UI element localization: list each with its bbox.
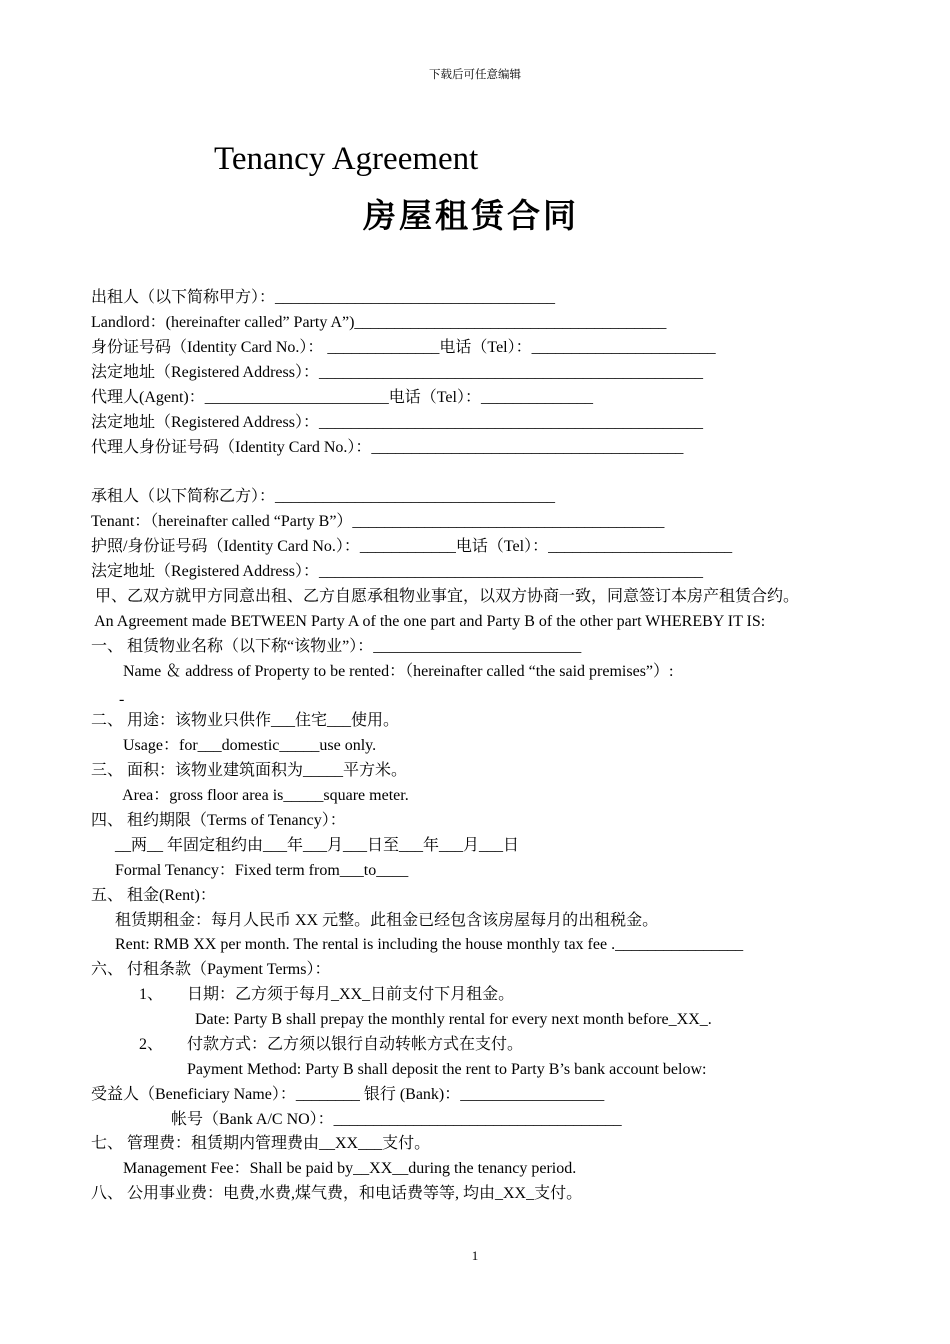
agent-line: 代理人(Agent)：_______________________电话（Tel）：______________ — [91, 389, 593, 406]
landlord-cn-line: 出租人（以下简称甲方）：___________________________________ — [91, 289, 556, 306]
landlord-address-line: 法定地址（Registered Address）：________________________________________________ — [91, 364, 703, 381]
clause-3-title: 三、 面积：该物业建筑面积为_____平方米。 — [91, 762, 408, 779]
bank-account-line: 帐号（Bank A/C NO）：____________________________________ — [91, 1111, 622, 1128]
clause-5-cn: 租赁期租金：每月人民币 XX 元整。此租金已经包含该房屋每月的出租税金。 — [91, 912, 659, 929]
clause-7-title: 七、 管理费：租赁期内管理费由__XX___支付。 — [91, 1135, 431, 1152]
clause-2-title: 二、 用途：该物业只供作___住宅___使用。 — [91, 712, 400, 729]
landlord-id-line: 身份证号码（Identity Card No.）： ______________电话（Tel）：_______________________ — [91, 339, 716, 356]
clause-8-title: 八、 公用事业费：电费,水费,煤气费，和电话费等等, 均由_XX_支付。 — [91, 1185, 583, 1202]
tenant-id-line: 护照/身份证号码（Identity Card No.）：____________电话（Tel）：_______________________ — [91, 538, 733, 555]
clause-4-en: Formal Tenancy：Fixed term from___to____ — [91, 862, 409, 879]
clause-1-title: 一、 租赁物业名称（以下称“该物业”）：__________________________ — [91, 638, 582, 655]
clause-6-item-1-cn: 1、 日期：乙方须于每月_XX_日前支付下月租金。 — [91, 986, 515, 1003]
clause-6-item-2-cn: 2、 付款方式：乙方须以银行自动转帐方式在支付。 — [91, 1036, 524, 1053]
agreement-cn-line: 甲、乙双方就甲方同意出租、乙方自愿承租物业事宜，以双方协商一致，同意签订本房产租赁合约。 — [91, 588, 800, 605]
page-number: 1 — [471, 1248, 479, 1263]
clause-6-title: 六、 付租条款（Payment Terms）： — [91, 961, 331, 978]
tenant-en-line: Tenant：（hereinafter called “Party B”）_______________________________________ — [91, 513, 665, 530]
header-note: 下载后可任意编辑 — [429, 69, 521, 81]
beneficiary-line: 受益人（Beneficiary Name）：________ 银行 (Bank)：__________________ — [91, 1086, 605, 1103]
agent-id-line: 代理人身份证号码（Identity Card No.）：_______________________________________ — [91, 439, 684, 456]
agreement-en-line: An Agreement made BETWEEN Party A of the one part and Party B of the other part WHEREBY IT IS: — [91, 613, 766, 630]
clause-1-en: Name ＆ address of Property to be rented：（hereinafter called “the said premises”）: — [91, 663, 674, 680]
title-english: Tenancy Agreement — [214, 141, 479, 177]
tenant-address-line: 法定地址（Registered Address）：________________________________________________ — [91, 563, 703, 580]
clause-7-en: Management Fee：Shall be paid by__XX__during the tenancy period. — [91, 1160, 577, 1177]
title-chinese: 房屋租赁合同 — [363, 196, 579, 235]
agent-address-line: 法定地址（Registered Address）：________________________________________________ — [91, 414, 703, 431]
clause-6-item-2-en: Payment Method: Party B shall deposit the rent to Party B’s bank account below: — [91, 1061, 707, 1078]
clause-2-en: Usage：for___domestic_____use only. — [91, 737, 377, 754]
tenant-cn-line: 承租人（以下简称乙方）：___________________________________ — [91, 488, 556, 505]
clause-4-title: 四、 租约期限（Terms of Tenancy）： — [91, 812, 346, 829]
clause-5-title: 五、 租金(Rent)： — [91, 887, 216, 904]
clause-6-item-1-en: Date: Party B shall prepay the monthly rental for every next month before_XX_. — [91, 1011, 712, 1028]
clause-3-en: Area：gross floor area is_____square meter. — [91, 787, 409, 804]
clause-4-cn: __两__ 年固定租约由___年___月___日至___年___月___日 — [91, 837, 520, 854]
landlord-en-line: Landlord：(hereinafter called” Party A”)_______________________________________ — [91, 314, 667, 331]
clause-1-blank: - — [91, 691, 125, 708]
clause-5-en: Rent: RMB XX per month. The rental is including the house monthly tax fee .________________ — [91, 936, 744, 953]
